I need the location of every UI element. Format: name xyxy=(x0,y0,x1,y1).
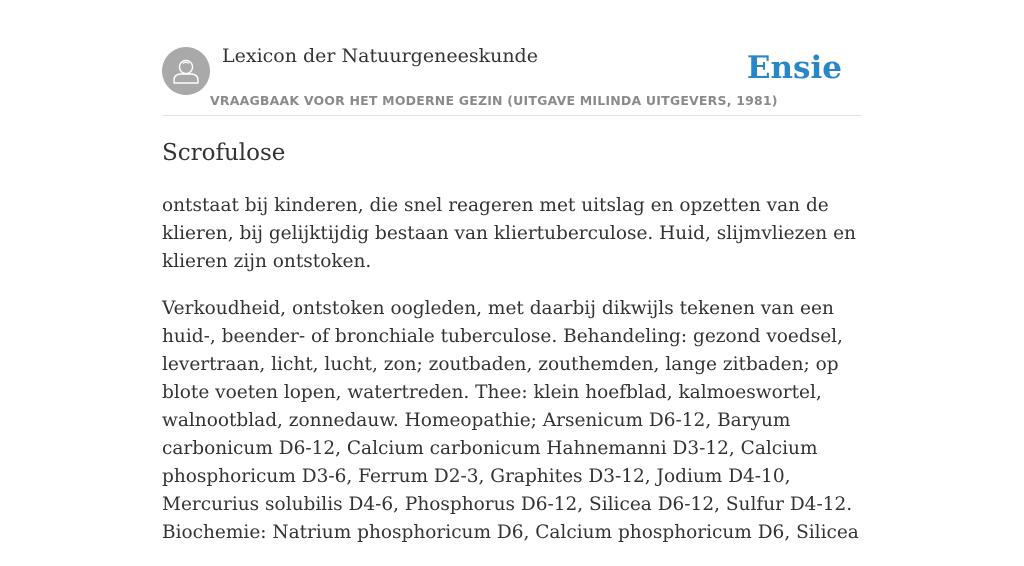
source-title-link[interactable]: Lexicon der Natuurgeneeskunde xyxy=(222,45,538,67)
avatar[interactable] xyxy=(162,47,210,95)
user-icon xyxy=(162,47,210,95)
page-title: Scrofulose xyxy=(162,140,286,166)
paragraph: Verkoudheid, ontstoken oogleden, met daarbij dikwijls tekenen van een huid-, beender- of bronchiale tuberculose. Behandeling: gezond voedsel, levertraan, licht, lucht, zon; zoutbaden, zouthemden, lange zitbaden; op blote voeten lopen, watertreden. Thee: klein hoefblad, kalmoeswortel, walnootblad, zonnedauw. Homeopathie; Arsenicum D6-12, Baryum carbonicum D6-12, Calcium carbonicum Hahnemanni D3-12, Calcium phosphoricum D3-6, Ferrum D2-3, Graphites D3-12, Jodium D4-10, Mercurius solubilis D4-6, Phosphorus D6-12, Silicea D6-12, Sulfur D4-12. Biochemie: Natrium phosphoricum D6, Calcium phosphoricum D6, Silicea xyxy=(162,298,859,543)
article-body xyxy=(162,192,872,566)
source-header xyxy=(162,0,862,116)
source-subtitle: VRAAGBAAK VOOR HET MODERNE GEZIN (UITGAVE MILINDA UITGEVERS, 1981) xyxy=(210,93,778,108)
ensie-logo-link[interactable]: Ensie xyxy=(746,50,842,86)
paragraph: ontstaat bij kinderen, die snel reageren met uitslag en opzetten van de klieren, bij gelijktijdig bestaan van kliertuberculose. Huid, slijmvliezen en klieren zijn ontstoken. xyxy=(162,195,856,272)
